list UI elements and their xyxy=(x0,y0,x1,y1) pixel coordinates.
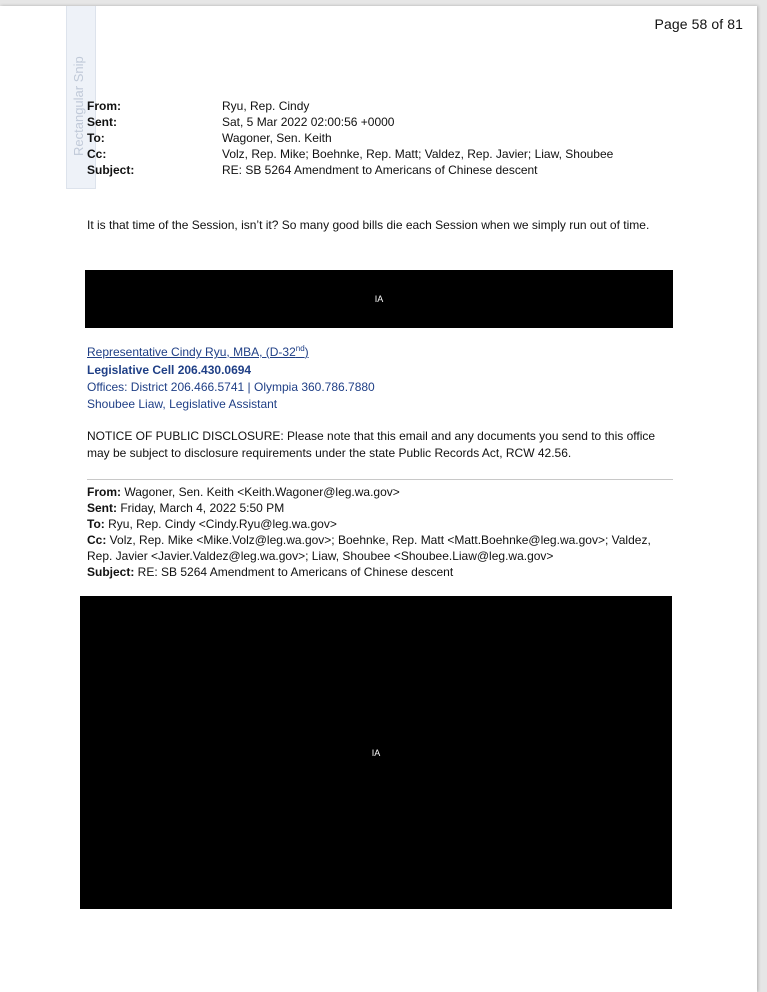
forwarded-from-label: From: xyxy=(87,485,121,499)
document-page xyxy=(0,6,757,992)
forwarded-from-value: Wagoner, Sen. Keith <Keith.Wagoner@leg.wa.gov> xyxy=(121,485,400,499)
forwarded-cc-value: Volz, Rep. Mike <Mike.Volz@leg.wa.gov>; Boehnke, Rep. Matt <Matt.Boehnke@leg.wa.gov>; Valdez, Rep. Javier <Javier.Valdez@leg.wa.gov>; Liaw, Shoubee <Shoubee.Liaw@leg.wa.gov> xyxy=(87,533,651,563)
forwarded-subject-label: Subject: xyxy=(87,565,135,579)
to-value: Wagoner, Sen. Keith xyxy=(222,131,332,145)
signature-offices: Offices: District 206.466.5741 | Olympia 360.786.7880 xyxy=(87,380,375,394)
from-value: Ryu, Rep. Cindy xyxy=(222,99,310,113)
redaction-label: IA xyxy=(374,294,384,304)
to-label: To: xyxy=(87,131,105,145)
page-number: Page 58 of 81 xyxy=(654,16,743,32)
signature-name-text: Representative Cindy Ryu, MBA, (D-32 xyxy=(87,345,296,359)
email-body-paragraph: It is that time of the Session, isn’t it? So many good bills die each Session when we simply run out of time. xyxy=(87,218,650,232)
public-disclosure-notice: NOTICE OF PUBLIC DISCLOSURE: Please note that this email and any documents you send to this office may be subject to disclosure requirements under the state Public Records Act, RCW 42.56. xyxy=(87,429,656,460)
forwarded-to-row xyxy=(87,516,677,532)
sent-value: Sat, 5 Mar 2022 02:00:56 +0000 xyxy=(222,115,395,129)
redaction-label-large: IA xyxy=(371,747,381,758)
forwarded-subject-row xyxy=(87,564,677,580)
sent-label: Sent: xyxy=(87,115,117,129)
divider xyxy=(87,479,673,480)
forwarded-sent-label: Sent: xyxy=(87,501,117,515)
forwarded-to-label: To: xyxy=(87,517,105,531)
snip-tab-label: Rectangular Snip xyxy=(71,56,86,156)
forwarded-cc-row xyxy=(87,532,677,564)
cc-value: Volz, Rep. Mike; Boehnke, Rep. Matt; Valdez, Rep. Javier; Liaw, Shoubee xyxy=(222,147,614,161)
signature-name[interactable] xyxy=(87,344,309,359)
forwarded-from-row xyxy=(87,484,677,500)
subject-value: RE: SB 5264 Amendment to Americans of Chinese descent xyxy=(222,163,538,177)
forwarded-sent-value: Friday, March 4, 2022 5:50 PM xyxy=(117,501,285,515)
signature-name-close: ) xyxy=(304,345,309,359)
signature-name-superscript: nd xyxy=(295,344,305,353)
redaction-block xyxy=(85,270,673,328)
redaction-block-large xyxy=(80,596,672,909)
forwarded-sent-row xyxy=(87,500,677,516)
signature-cell: Legislative Cell 206.430.0694 xyxy=(87,363,252,377)
forwarded-to-value: Ryu, Rep. Cindy <Cindy.Ryu@leg.wa.gov> xyxy=(104,517,337,531)
forwarded-subject-value: RE: SB 5264 Amendment to Americans of Chinese descent xyxy=(134,565,454,579)
from-label: From: xyxy=(87,99,121,113)
signature-assistant: Shoubee Liaw, Legislative Assistant xyxy=(87,397,278,411)
forwarded-cc-label: Cc: xyxy=(87,533,107,547)
cc-label: Cc: xyxy=(87,147,107,161)
subject-label: Subject: xyxy=(87,163,135,177)
